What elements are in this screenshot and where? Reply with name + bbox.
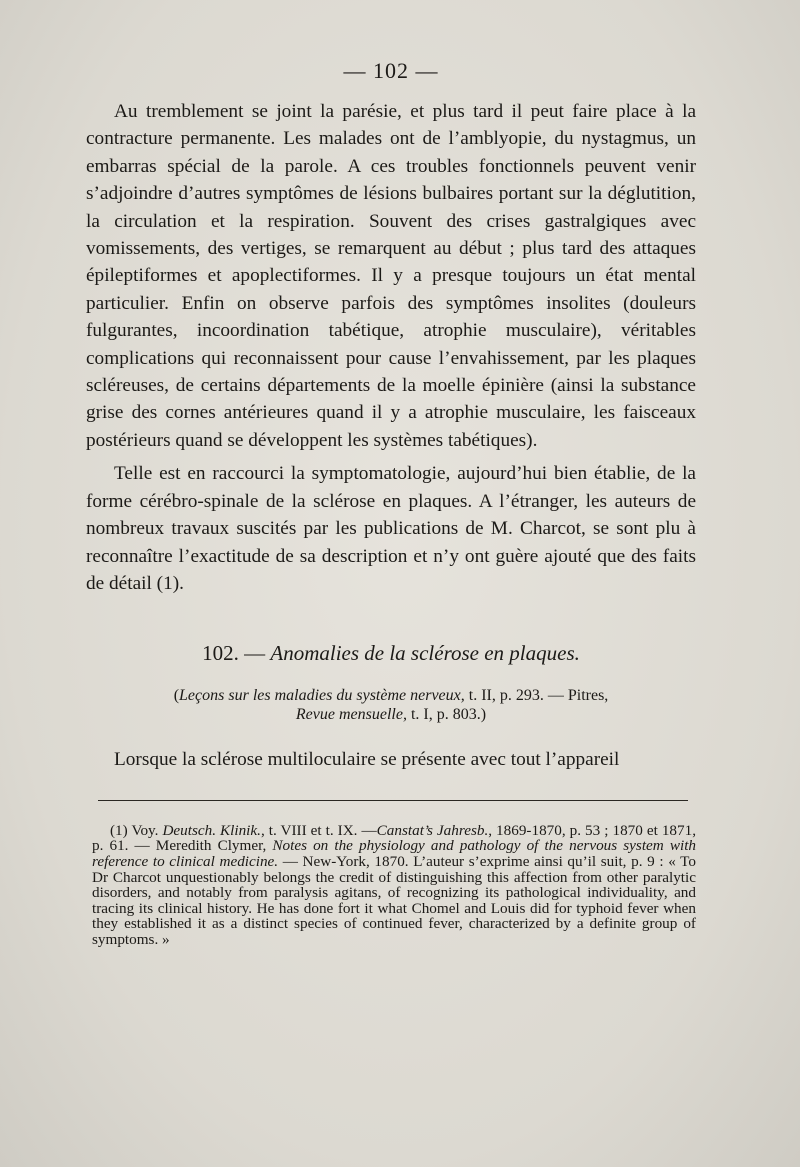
footnote-divider: [98, 800, 688, 801]
footnote-part-a: (1) Voy.: [110, 821, 163, 839]
section-number: 102.: [202, 641, 239, 666]
paragraph-2: Telle est en raccourci la symptomatologie, aujourd’hui bien établie, de la forme cérébro-spinale de la sclérose en plaques. A l’étranger, les auteurs de nombreux travaux suscités par les publications de M. Charcot, se sont plu à reconnaître l’exactitude de sa description et n’y ont guère ajouté que des faits de détail (1).: [86, 463, 696, 594]
footnote-part-e: , 1869-1870, p. 53 ; 1870 et 1871, p. 61. — Meredith Clymer,: [92, 821, 696, 855]
reference-title-2: Revue mensuelle,: [295, 706, 407, 724]
footnote-book-title: Notes on the physiology and pathology of the nervous system with reference to clinical medicine.: [92, 837, 697, 870]
footnote: [92, 823, 696, 948]
paragraph-1: Au tremblement se joint la parésie, et plus tard il peut faire place à la contracture permanente. Les malades ont de l’amblyopie, du nystagmus, un embarras spécial de la parole. A ces troubles fonctionnels peuvent venir s’adjoindre d’autres symptômes de lésions bulbaires portant sur la déglutition, la circulation et la respiration. Souvent des crises gastralgiques avec vomissements, des vertiges, se remarquent au début ; plus tard des attaques épileptiformes et apoplectiformes. Il y a presque toujours un état mental particulier. Enfin on observe parfois des symptômes insolites (douleurs fulgurantes, incoordination tabétique, atrophie musculaire), véritables complications qui reconnaissent pour cause l’envahissement, par les plaques scléreuses, de certains départements de la moelle épinière (ainsi la substance grise des cornes antérieures quand il y a atrophie musculaire, les faisceaux postérieurs quand se développent les systèmes tabétiques).: [86, 101, 696, 451]
section-title: Anomalies de la sclérose en plaques.: [270, 641, 580, 666]
reference-detail-2: t. I, p. 803.): [406, 706, 487, 724]
reference-open: (: [173, 687, 180, 705]
reference-detail-1: t. II, p. 293. — Pitres,: [464, 687, 609, 705]
reference-citation: [86, 686, 696, 724]
page-number: — 102 —: [343, 58, 439, 83]
body-text: [86, 98, 696, 597]
footnote-part-c: , t. VIII et t. IX. —: [260, 821, 377, 839]
footnote-journal-2: Canstat’s Jahresb.: [376, 821, 489, 839]
section-dash: —: [244, 641, 266, 666]
closing-text: [86, 746, 696, 773]
section-heading: [86, 641, 696, 666]
reference-title-1: Leçons sur les maladies du système nerveux,: [179, 687, 465, 705]
closing-line: Lorsque la sclérose multiloculaire se présente avec tout l’appareil: [114, 749, 620, 771]
footnote-quote: — New-York, 1870. L’auteur s’exprime ainsi qu’il suit, p. 9 : « To Dr Charcot unquestionably belongs the credit of distinguishing this affection from other paralytic disorders, and notably from paralysis agitans, of recognizing its pathological individuality, and tracing its clinical history. He has done fort it what Chomel and Louis did for typhoid fever when they established it as a distinct species of continued fever, characterized by a definite group of symptoms. »: [92, 852, 696, 948]
footnote-journal-1: Deutsch. Klinik.: [162, 821, 261, 839]
